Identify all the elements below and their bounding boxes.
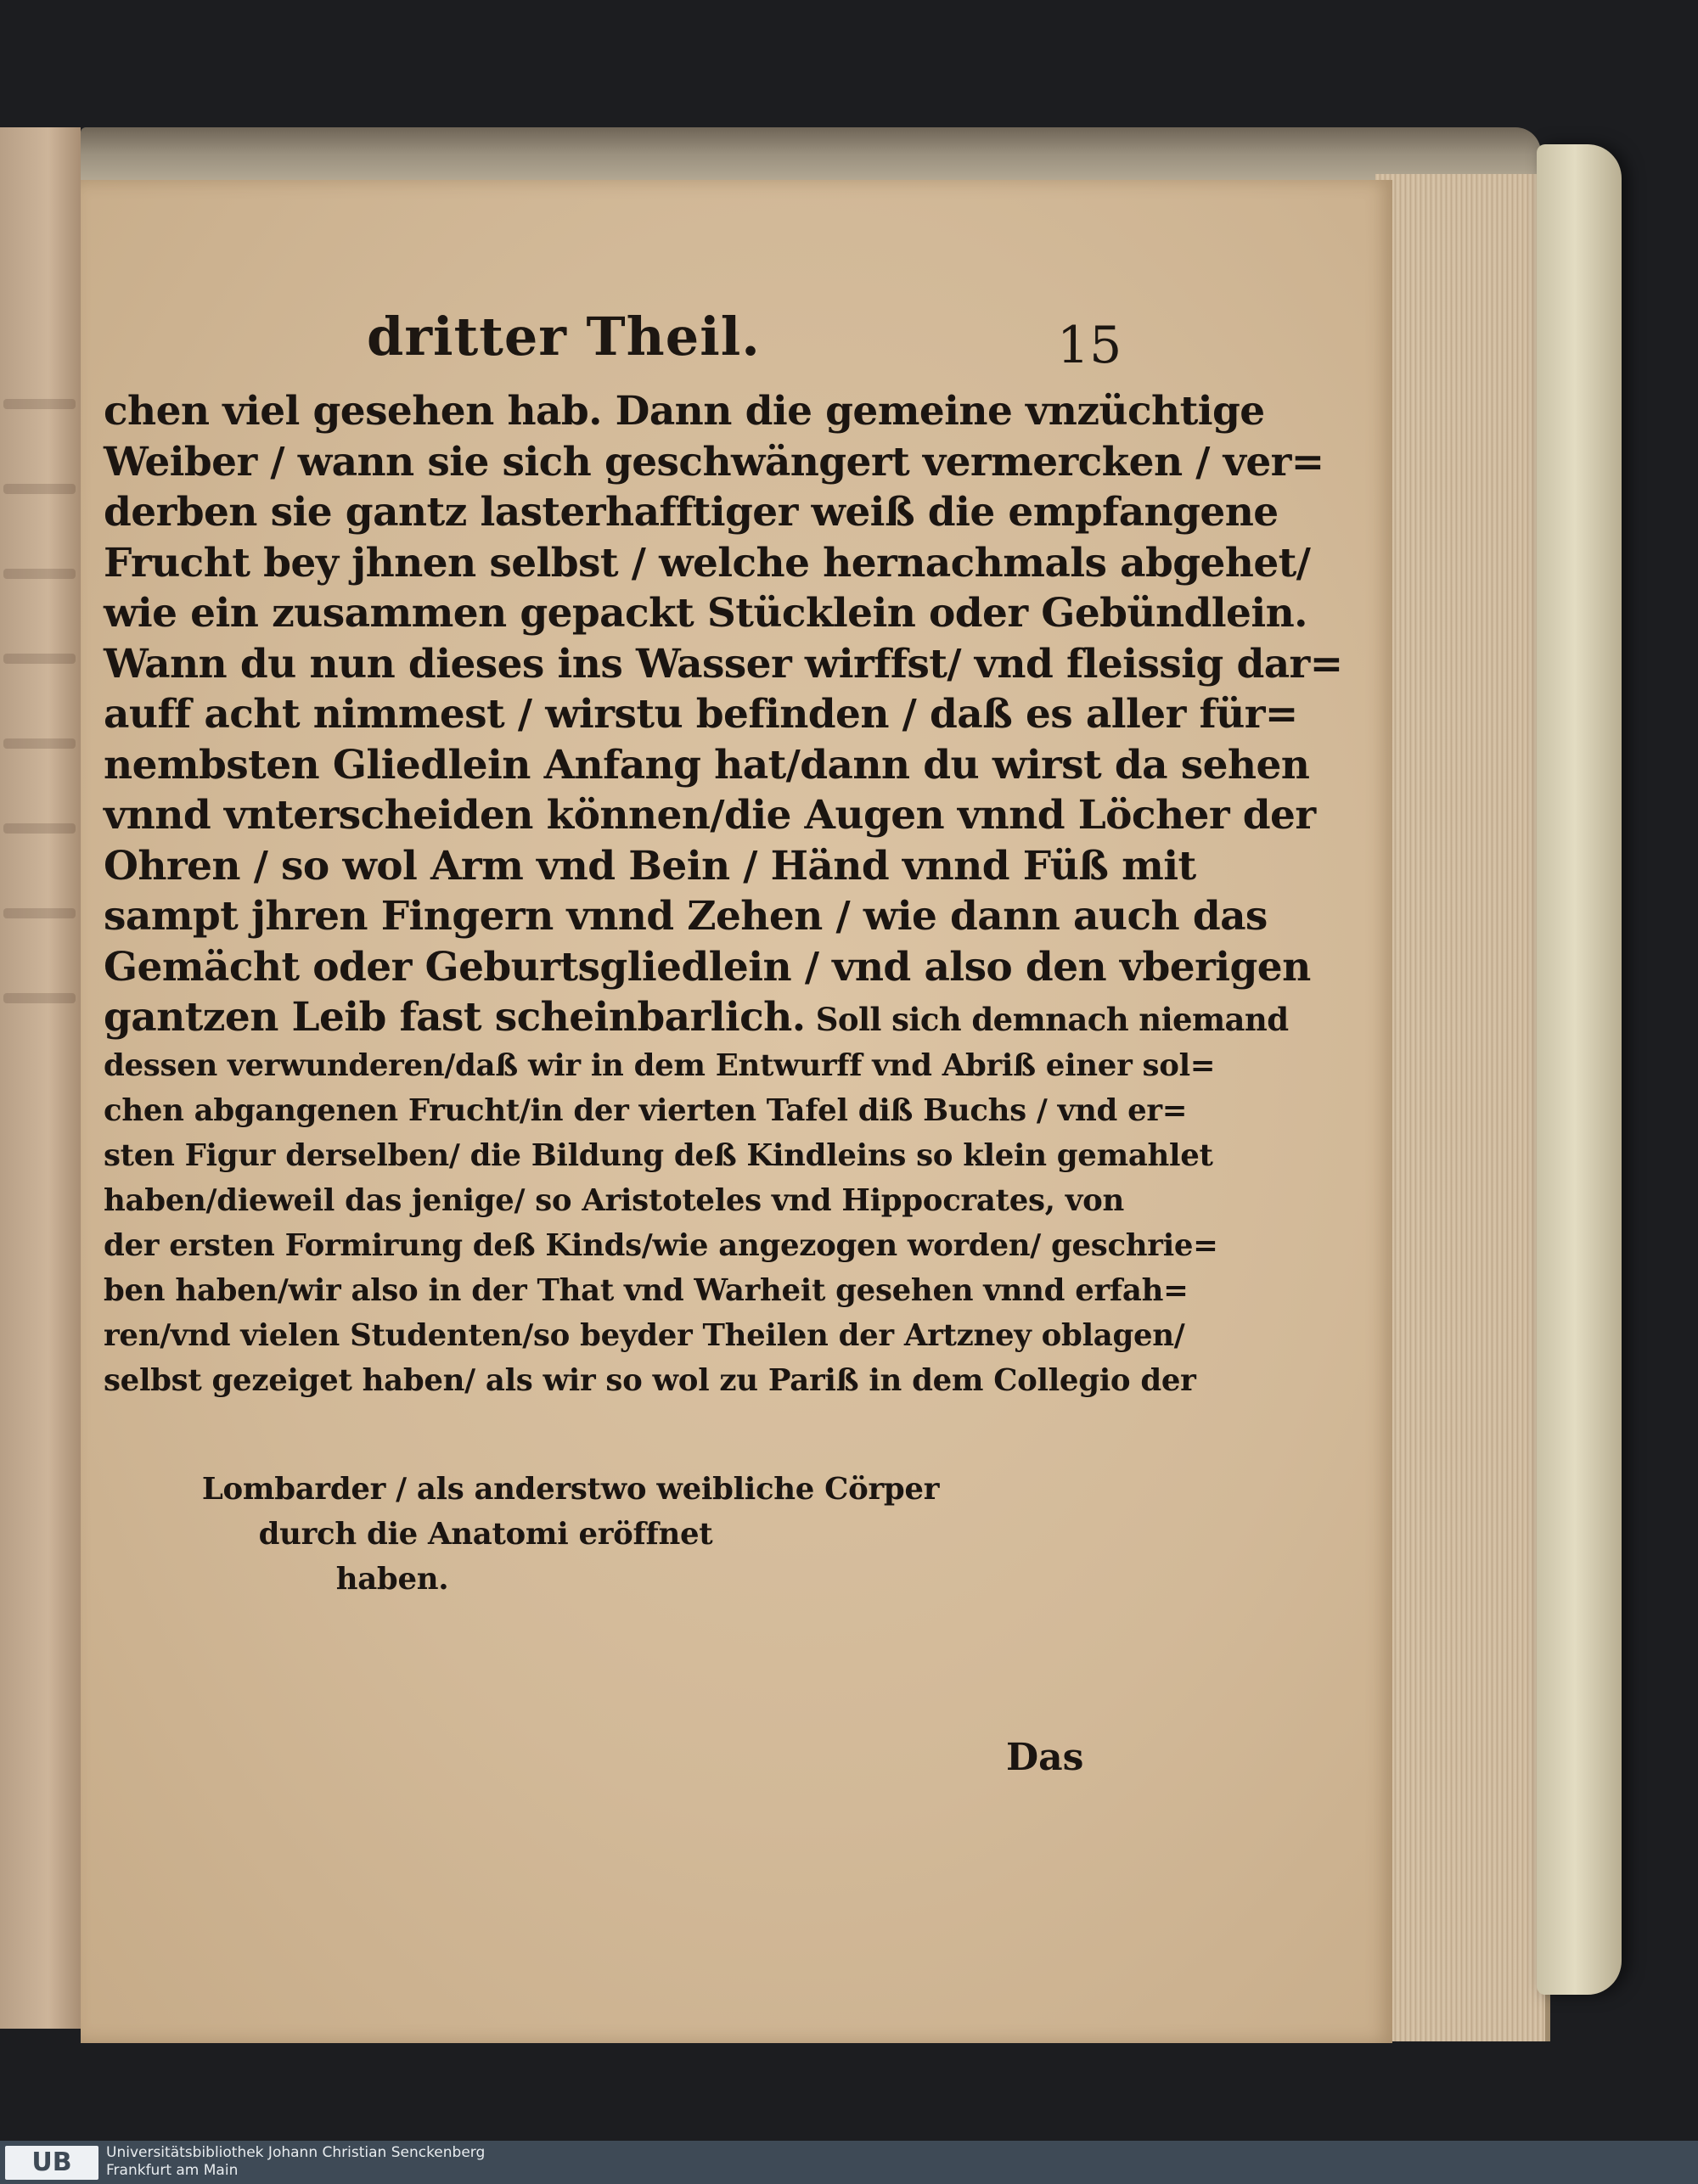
text-line: vnnd vnterscheiden können/die Augen vnnd Löcher der bbox=[104, 792, 1316, 839]
text-line: Ohren / so wol Arm vnd Bein / Händ vnnd Füß mit bbox=[104, 842, 1196, 890]
running-head: dritter Theil. bbox=[367, 306, 761, 368]
text-line: sampt jhren Fingern vnnd Zehen / wie dann auch das bbox=[104, 893, 1268, 940]
text-line: Frucht bey jhnen selbst / welche hernachmals abgehet/ bbox=[104, 539, 1311, 587]
text-line: haben. bbox=[335, 1562, 449, 1597]
library-city: Frankfurt am Main bbox=[106, 2162, 239, 2179]
text-line: sten Figur derselben/ die Bildung deß Kindleins so klein gemahlet bbox=[104, 1137, 1213, 1173]
bleed-through-line bbox=[3, 654, 76, 664]
text-line: durch die Anatomi eröffnet bbox=[258, 1517, 713, 1552]
text-small-part: Soll sich demnach niemand bbox=[805, 1001, 1289, 1038]
text-line: chen abgangenen Frucht/in der vierten Tafel diß Buchs / vnd er= bbox=[104, 1092, 1188, 1128]
vellum-cover-edge bbox=[1537, 144, 1622, 1995]
bleed-through-line bbox=[3, 823, 76, 834]
text-line: chen viel gesehen hab. Dann die gemeine vnzüchtige bbox=[104, 388, 1265, 435]
text-line: Wann du nun dieses ins Wasser wirffst/ vnd fleissig dar= bbox=[104, 640, 1343, 688]
library-name: Universitätsbibliothek Johann Christian Senckenberg bbox=[106, 2144, 486, 2161]
text-line: ren/vnd vielen Studenten/so beyder Theilen der Artzney oblagen/ bbox=[104, 1317, 1185, 1353]
text-line: auff acht nimmest / wirstu befinden / daß es aller für= bbox=[104, 691, 1298, 738]
left-facing-page-edge bbox=[0, 127, 81, 2029]
library-logo: UB bbox=[5, 2146, 98, 2180]
text-line: selbst gezeiget haben/ als wir so wol zu Pariß in dem Collegio der bbox=[104, 1362, 1196, 1398]
text-line: Weiber / wann sie sich geschwängert vermercken / ver= bbox=[104, 438, 1324, 486]
catchword: Das bbox=[1006, 1736, 1084, 1779]
page-number: 15 bbox=[1057, 316, 1122, 375]
text-line-mixed bbox=[104, 992, 1289, 1043]
bleed-through-line bbox=[3, 484, 76, 494]
text-line: dessen verwunderen/daß wir in dem Entwurff vnd Abriß einer sol= bbox=[104, 1047, 1216, 1083]
text-line: ben haben/wir also in der That vnd Warheit gesehen vnnd erfah= bbox=[104, 1272, 1189, 1308]
text-large-part: gantzen Leib fast scheinbarlich. bbox=[104, 994, 806, 1041]
main-text-block bbox=[104, 386, 1343, 1403]
closing-text-taper bbox=[104, 1467, 1122, 1602]
text-line: derben sie gantz lasterhafftiger weiß die empfangene bbox=[104, 489, 1279, 536]
book-top-edge bbox=[81, 127, 1541, 187]
text-line: wie ein zusammen gepackt Stücklein oder Gebündlein. bbox=[104, 590, 1307, 637]
text-line: Lombarder / als anderstwo weibliche Cörper bbox=[201, 1472, 940, 1507]
bleed-through-line bbox=[3, 738, 76, 749]
text-line: Gemächt oder Geburtsgliedlein / vnd also den vberigen bbox=[104, 943, 1311, 991]
bleed-through-line bbox=[3, 569, 76, 579]
bleed-through-line bbox=[3, 908, 76, 918]
bleed-through-line bbox=[3, 993, 76, 1003]
bleed-through-line bbox=[3, 399, 76, 409]
page-stack-fore-edge bbox=[1375, 174, 1550, 2041]
text-line: haben/dieweil das jenige/ so Aristoteles vnd Hippocrates, von bbox=[104, 1182, 1125, 1218]
library-credit bbox=[106, 2144, 485, 2180]
text-line: der ersten Formirung deß Kinds/wie angezogen worden/ geschrie= bbox=[104, 1227, 1218, 1263]
library-footer-bar bbox=[0, 2141, 1698, 2184]
text-line: nembsten Gliedlein Anfang hat/dann du wirst da sehen bbox=[104, 741, 1310, 789]
